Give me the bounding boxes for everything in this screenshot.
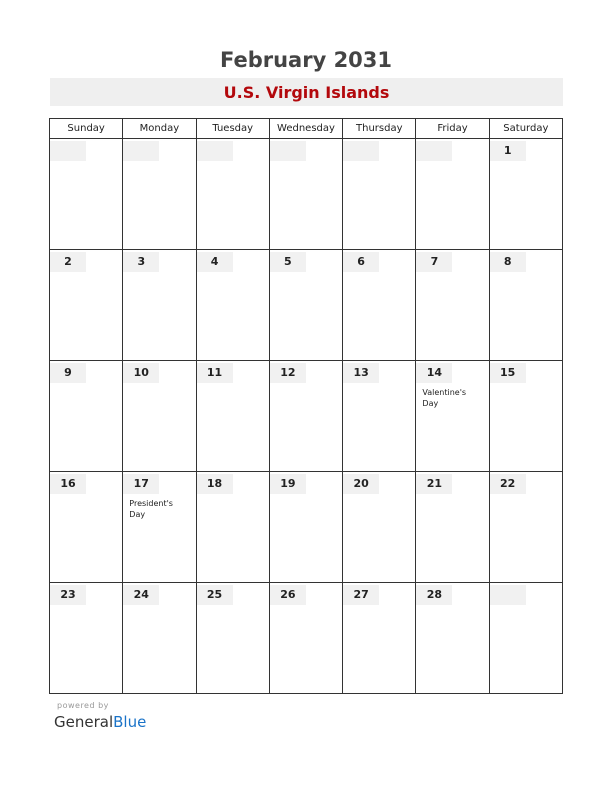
day-cell[interactable] (269, 250, 342, 361)
day-number: 26 (270, 585, 306, 605)
day-number: 7 (416, 252, 452, 272)
country-name: U.S. Virgin Islands (223, 83, 390, 102)
day-number: 16 (50, 474, 86, 494)
day-cell[interactable] (123, 361, 196, 472)
week-row (50, 583, 563, 694)
holiday-label: Valentine's Day (422, 388, 467, 408)
day-number: 6 (343, 252, 379, 272)
weekday-saturday: Saturday (489, 119, 562, 139)
day-number: 5 (270, 252, 306, 272)
week-row (50, 361, 563, 472)
day-number (270, 141, 306, 161)
day-cell[interactable] (196, 583, 269, 694)
day-number: 27 (343, 585, 379, 605)
day-number: 19 (270, 474, 306, 494)
day-cell[interactable] (416, 361, 489, 472)
day-cell[interactable] (343, 583, 416, 694)
day-cell[interactable] (343, 250, 416, 361)
day-cell[interactable] (50, 250, 123, 361)
day-number: 12 (270, 363, 306, 383)
day-number: 3 (123, 252, 159, 272)
day-cell[interactable] (196, 472, 269, 583)
day-cell[interactable] (489, 583, 562, 694)
generalblue-logo[interactable] (54, 713, 146, 731)
weekday-header-row (50, 119, 563, 139)
day-number: 1 (490, 141, 526, 161)
day-number: 11 (197, 363, 233, 383)
country-banner (50, 78, 563, 106)
day-number: 20 (343, 474, 379, 494)
weekday-tuesday: Tuesday (196, 119, 269, 139)
day-cell[interactable] (123, 583, 196, 694)
day-number: 13 (343, 363, 379, 383)
day-number (490, 585, 526, 605)
day-cell[interactable] (123, 139, 196, 250)
day-cell[interactable] (416, 250, 489, 361)
day-cell[interactable] (50, 583, 123, 694)
day-number: 2 (50, 252, 86, 272)
day-number: 25 (197, 585, 233, 605)
day-cell[interactable] (50, 472, 123, 583)
day-number: 21 (416, 474, 452, 494)
day-number: 15 (490, 363, 526, 383)
day-number: 10 (123, 363, 159, 383)
weekday-friday: Friday (416, 119, 489, 139)
day-cell[interactable] (343, 139, 416, 250)
day-number (343, 141, 379, 161)
day-cell[interactable] (489, 139, 562, 250)
day-number: 22 (490, 474, 526, 494)
day-cell[interactable] (50, 139, 123, 250)
day-cell[interactable] (123, 250, 196, 361)
day-number (197, 141, 233, 161)
day-number: 17 (123, 474, 159, 494)
day-cell[interactable] (416, 472, 489, 583)
day-number: 24 (123, 585, 159, 605)
weekday-thursday: Thursday (343, 119, 416, 139)
holiday-label: President's Day (129, 499, 173, 519)
day-number: 8 (490, 252, 526, 272)
day-cell[interactable] (489, 361, 562, 472)
day-cell[interactable] (343, 361, 416, 472)
day-cell[interactable] (269, 583, 342, 694)
week-row (50, 139, 563, 250)
weekday-monday: Monday (123, 119, 196, 139)
day-number: 23 (50, 585, 86, 605)
day-cell[interactable] (489, 472, 562, 583)
day-number (50, 141, 86, 161)
weekday-wednesday: Wednesday (269, 119, 342, 139)
day-number: 14 (416, 363, 452, 383)
day-number (123, 141, 159, 161)
brand-blue: Blue (113, 713, 147, 731)
day-cell[interactable] (269, 139, 342, 250)
day-cell[interactable] (196, 361, 269, 472)
day-number: 28 (416, 585, 452, 605)
calendar-grid (49, 118, 563, 694)
day-number: 18 (197, 474, 233, 494)
day-cell[interactable] (269, 361, 342, 472)
day-cell[interactable] (416, 583, 489, 694)
day-cell[interactable] (196, 139, 269, 250)
page-title: February 2031 (219, 48, 393, 72)
day-cell[interactable] (269, 472, 342, 583)
day-cell[interactable] (489, 250, 562, 361)
day-cell[interactable] (50, 361, 123, 472)
brand-general: General (54, 713, 114, 731)
day-number: 9 (50, 363, 86, 383)
powered-by-text: powered by (57, 701, 109, 710)
day-cell[interactable] (123, 472, 196, 583)
day-number: 4 (197, 252, 233, 272)
weekday-sunday: Sunday (50, 119, 123, 139)
day-cell[interactable] (343, 472, 416, 583)
day-cell[interactable] (196, 250, 269, 361)
day-cell[interactable] (416, 139, 489, 250)
week-row (50, 472, 563, 583)
week-row (50, 250, 563, 361)
day-number (416, 141, 452, 161)
